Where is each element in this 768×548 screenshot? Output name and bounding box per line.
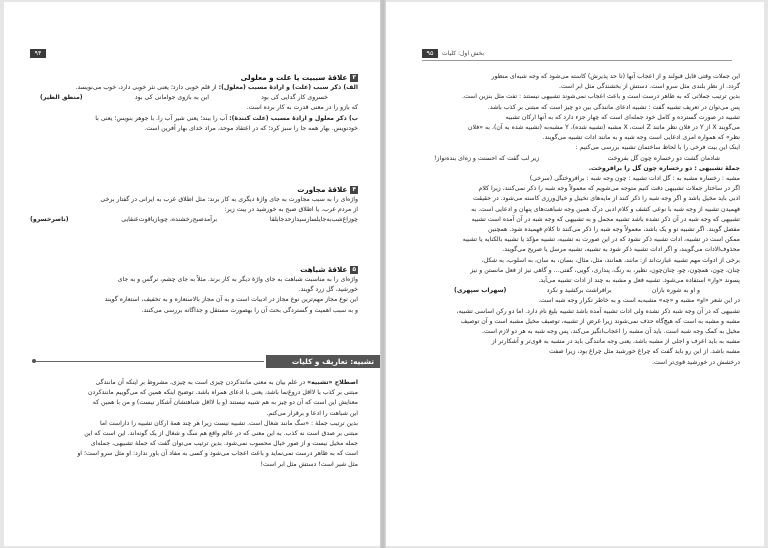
- paragraph-text: اگر در ساختار جملات تشبیهی دقت کنیم متوجه می‌شویم که معمولاً وجه شبه را ذکر نمی‌کنند، زیرا کلام: [478, 185, 740, 193]
- header-rule: [422, 60, 732, 61]
- paragraph-text: این شباهت را ادعا و برقرار می‌کنم.: [266, 409, 358, 417]
- paragraph-text: برخی از ادوات مهم تشبیه عبارت‌اند از: مانند، همانند، مثل، مثال، بسان، به سان، به اسلوب، به شکل،: [481, 256, 740, 264]
- paragraph-text: از قلم خوبی دارد؛ یعنی نثر خوبی دارد، خوب می‌نویسد.: [75, 84, 217, 91]
- paragraph-text: جمله مخیل نیست و از صور خیال محسوب نمی‌شود. بدین ترتیب می‌توان گفت که جملهٔ تشبیهی، جمله‌ای: [90, 440, 358, 448]
- paragraph-text: از مردم عرب. یا اطلاق صبح به خورشید در بیت زیر:: [224, 206, 358, 214]
- chapter-rule: [34, 361, 264, 362]
- chapter-title-bar: تشبیه: تعاریف و کلیات: [266, 355, 380, 368]
- page-number-badge: ۹۴: [30, 49, 46, 58]
- paragraph-text: مفصل گویند. اگر تشبیه تو و یک باشد، معمولاً وجه شبه را ذکر می‌کنند تا کلام فهمیده شود. همچنین: [488, 226, 740, 234]
- paragraph-text: مخیل به کمک وجه شبه است. باید آن مشبه را اعجاب‌انگیز می‌کند، پس وجه شبه به هر دو لازم است.: [482, 328, 740, 336]
- paragraph-text: معنایش این است که آن دو چیز به هم شبیه نیستند (و یا لااقل شباهتشان آشکار نیست) و من با همین که: [92, 399, 358, 407]
- paragraph-text: تشبیهی که وجه شبه در آن ذکر نشده باشد تشبیه مجمل و به تشبیهی که وجه شبه در آن آمده است تشبیه: [471, 215, 740, 223]
- paragraph-text: مشبه به باید اعرف و اجلی از مشبه باشد، یعنی وجه مانندگی باید در مشبه به قوی‌تر و آشکارتر از: [491, 338, 740, 346]
- subheading: الف) ذکر سبب (علت) و ارادهٔ مسبب (معلول):: [218, 84, 358, 91]
- verse-source: (منطق الطیر): [40, 94, 83, 102]
- paragraph-text: مبتنی بر کذب یا لااقل دروغ‌نما باشد، یعنی با ادعای همراه باشد. توضیح اینکه همین که می‌گوییم مانندکردن: [87, 389, 358, 397]
- verse-hemistich: و او به شوره باران: [651, 287, 700, 295]
- paragraph-text: مبتنی بر صدق است نه کذب. به این معنی که در عالم واقع هم سگ و شغال از یک گونه‌اند. این است که این: [84, 430, 358, 438]
- paragraph-text: گردد. از نظر بلندی مثل سرو است. دستش از بخشندگی مثل ابر است.: [558, 83, 740, 91]
- term-highlight: اصطلاح «تشبیه»: [307, 379, 358, 386]
- paragraph-text: که بازو را در معنی قدرت به کار برده است.: [246, 104, 358, 112]
- verse-hemistich: خسروی کار گدایی کی بود: [261, 94, 328, 102]
- paragraph-text: نظر» که همواره امری ادعایی است وجه شبه و به مانند ادات تشبیه می‌گویند.: [542, 134, 740, 142]
- left-page: [4, 2, 380, 546]
- section-heading: علاقهٔ شباهت: [300, 265, 348, 274]
- verse-source: (ناصرخسرو): [30, 216, 69, 224]
- section-heading: علاقهٔ سببیت یا علت و معلولی: [240, 73, 348, 82]
- verse-hemistich: شادمان گشت دو رخساره چون گل بفروخت: [607, 154, 720, 162]
- verse-hemistich: برافراشت برکشید و نکرد: [546, 287, 612, 295]
- paragraph-text: می‌گویند X از Y در فلان نظر مانند Z است، X مشبه (تشبیه شده)، Y مشبه‌به (تشبیه شده به آن)، به «فلان: [468, 124, 740, 132]
- paragraph-text: و به سبب اهمیت و گستردگی بحث آن را بهصورت مستقل و جداگانه بررسی می‌کنند.: [141, 306, 358, 314]
- verse-hemistich: برآمدصبح‌رخشنده، چوبازیاقوت‌عنقایی: [121, 216, 218, 224]
- paragraph-text: ممکن است در تشبیه، ادات تشبیه ذکر نشود که در این صورت به تشبیه، تشبیه مؤکد یا تشبیه بالکنایه یا تشبیه: [462, 236, 740, 244]
- paragraph-text: واژه‌ای را به سبب مجاورت به جای واژهٔ دیگری به کار برند: مثل اطلاق عرب به ایرانی در گفتار برخی: [100, 196, 358, 203]
- paragraph-text: فهمیدن تشبیه از وجه شبه با نوعی کشف و کلام ادبی درک همین وجه شباهت‌های پنهان و ادعایی است. به: [471, 205, 740, 213]
- paragraph-text: است که به ظاهر درست نمی‌نماید و باعث اعجاب می‌شود و کسی به مفاد آن باور ندارد: او مثل سرو است؛ او: [77, 450, 358, 458]
- section-number-badge: ۳: [352, 74, 356, 81]
- section-similarity: [30, 264, 358, 316]
- subheading: ب) ذکر معلول و ارادهٔ مسبب (علت کنندهٔ):: [229, 114, 358, 122]
- paragraph-text: تشبیهی که در آن وجه شبه ذکر نشده ولی ادات تشبیه آمده باشد تشبیه بلیغ نام دارد. اما دو رکن اساسی تشبیه،: [456, 307, 740, 315]
- verse-source: (سهراب سپهری): [454, 287, 507, 295]
- paragraph-text: آب را ببند؛ یعنی شیر آب را. با جوهر بنویس؛ یعنی با: [95, 114, 228, 122]
- verse-hemistich: این به بازوی جوامانی کی بود: [134, 94, 209, 102]
- paragraph-text: مشبه و مشبه به است که هیچ‌گاه حذف نمی‌شوند زیرا غرض از تشبیه، توصیف مخیل مشبه است و آن توصیف: [460, 317, 740, 325]
- paragraph-text: درخشش در خورشید قوی‌تر است.: [652, 358, 740, 366]
- page-number-badge: ۹۵: [422, 49, 438, 58]
- chapter-body: [30, 378, 358, 470]
- paragraph-text: این نوع مجاز مهم‌ترین نوع مجاز در ادبیات است و به آن مجاز بالاستعاره و به تخفیف، استعاره گویند: [104, 296, 358, 304]
- chapter-rule-dot: [32, 359, 36, 363]
- paragraph-text: واژه‌ای را به مناسبت شباهت به جای واژهٔ دیگر به کار برند. مثلاً به جای چشم، نرگس و به جای: [117, 276, 358, 283]
- paragraph-text: پسوند «وار» استفاده می‌شود. تشبیه فعل و مشبه به چند از ادات تشبیه می‌آید.: [538, 277, 740, 285]
- paragraph-text: در این شعر «او» مشبه و «چه» مشبه‌به است و به خاطر تکرار وجه شبه است.: [538, 297, 740, 305]
- paragraph-text: این جملات وقتی قابل قبولند و از اعجاب آنها (تا حد پذیرش) کاسته می‌شود که وجه شبه‌ای منظور: [491, 73, 740, 80]
- paragraph-text: بدین ترتیب جملاتی که به ظاهر درست است و باعث اعجاب نمی‌شوند تشبیهی نیستند : تفت مثل بنزین است.: [462, 93, 740, 101]
- section-number-badge: ۴: [352, 186, 356, 193]
- paragraph-text: محذوف‌الادات می‌گویند، و اگر ادات تشبیه ذکر شود به تشبیه، تشبیه مرسل یا صریح می‌گویند.: [502, 246, 740, 254]
- running-head: بخش اول: کلیات: [442, 50, 485, 57]
- section-causality: [30, 72, 358, 134]
- section-heading: علاقهٔ مجاورت: [297, 185, 348, 194]
- paragraph-text: مشبه باشد. از این رو باید گفت که چراغ خورشید مثل چراغ بود، زیرا صفت: [549, 348, 740, 356]
- paragraph-text: جملهٔ تشبیهی : دو رخساره چون گل را برافروخت.: [588, 164, 740, 172]
- paragraph-text: مثل شیر است! دستش مثل ابر است!: [260, 460, 358, 468]
- paragraph-text: پس می‌توان در تعریف تشبیه گفت : تشبیه ادعای مانندگی بین دو چیز است که مبتنی بر کذب باشد.: [487, 103, 740, 111]
- paragraph-text: ادبی باید مخیل باشد و اگر وجه شبه را ذکر کنند از مایه‌های تخییل و خیال‌ورزی کاسته می‌شود. در حقیقت: [472, 195, 740, 203]
- paragraph-text: خودنویس. بهار همه جا را سبز کرد؛ که در اعتقاد موحد، مراد خدای بهار آفرین است.: [144, 124, 358, 132]
- paragraph-text: اینک این بیت فرخی را با لحاظ ساختمان تشبیه بررسی می‌کنیم :: [575, 144, 740, 152]
- right-body: [414, 72, 740, 368]
- paragraph-text: خورشید، گل زرد گویند.: [298, 286, 358, 294]
- paragraph-text: در علم بیان به معنی مانندکردن چیزی است به چیزی، مشروط بر اینکه آن مانندگی: [95, 379, 306, 386]
- paragraph-text: مشبه : رخساره مشبه به : گل ادات تشبیه : چون وجه شبه : برافروختگی (سرخی): [529, 175, 740, 183]
- section-adjacency: [30, 184, 358, 226]
- right-page: [386, 2, 764, 546]
- verse-hemistich: چوزاغ‌شب‌به‌جایلسارسیدازحدجابلقا: [269, 216, 358, 224]
- paragraph-text: تشبیه در صورت گسترده و کامل خود جمله‌ای است که چهار جزء دارد که به آنها ارکان تشبیه: [505, 113, 740, 121]
- paragraph-text: چنان، چون، همچون، چو، چنان‌چون، نظیر، به رنگ، پنداری، گویی، گفتی... و گاهی نیز از فعل مانستن و نیز: [470, 266, 740, 274]
- verse-hemistich: زیر لب گفت که احسنت و زه‌ای بنده‌نواز!: [434, 154, 540, 162]
- paragraph-text: بدین ترتیب جملهٔ : «سگ مانند شغال است. تشبیه نیست زیرا هر چند همهٔ ارکان تشبیه را داراست اما: [99, 419, 358, 427]
- section-number-badge: ۵: [352, 266, 356, 273]
